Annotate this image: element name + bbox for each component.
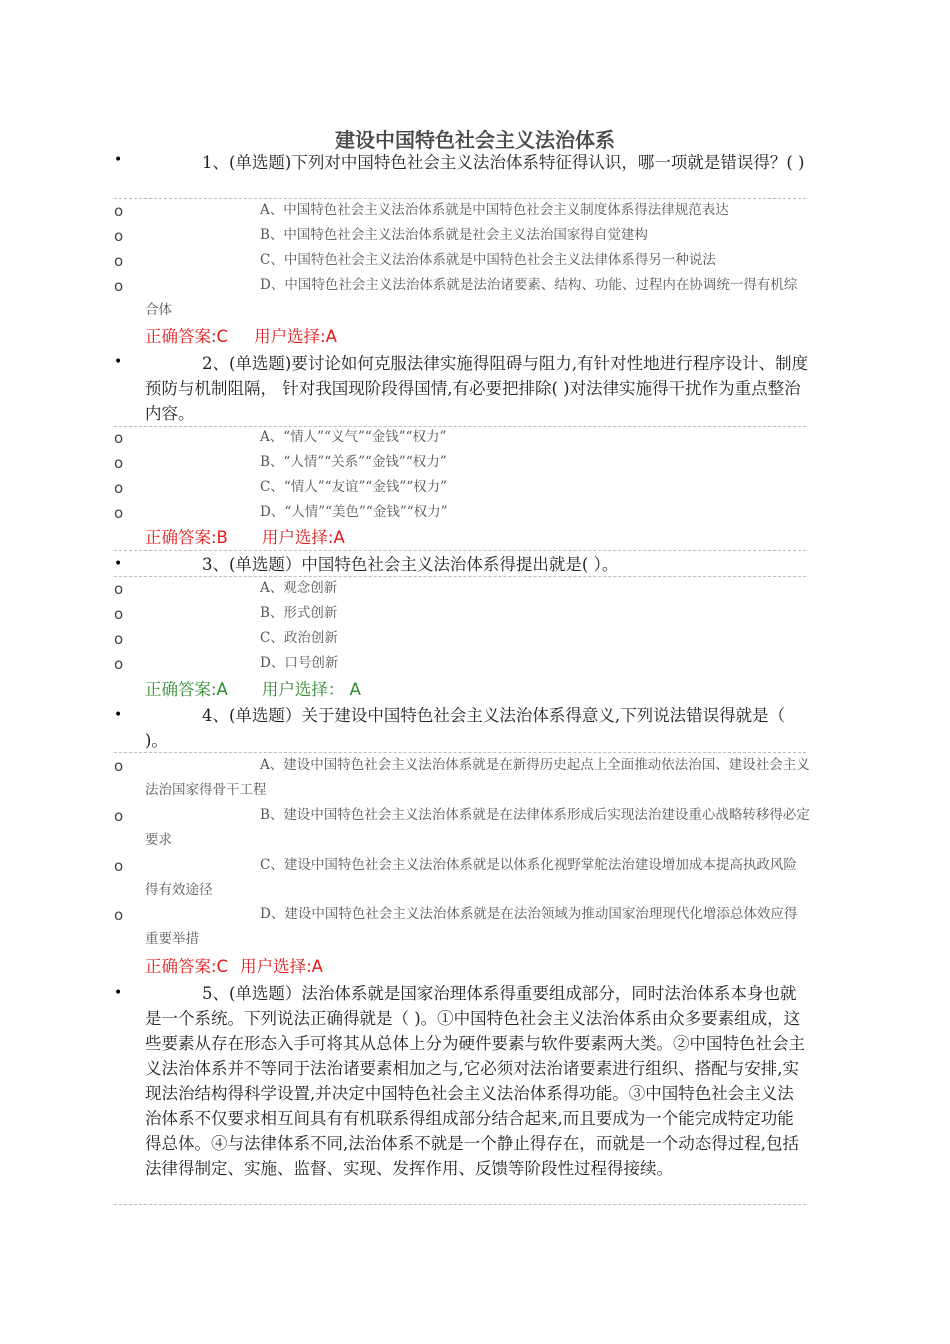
option-marker: o [114,807,124,825]
bullet-marker: • [114,354,123,370]
option-marker: o [114,630,124,648]
option-marker: o [114,277,124,295]
question-2-option-c: C、“情人”“友谊”“金钱”“权力” [260,479,448,495]
question-3-option-a: A、观念创新 [260,580,338,596]
option-marker: o [114,757,124,775]
page-title: 建设中国特色社会主义法治体系 [335,128,615,152]
correct-answer: 正确答案:C [145,957,229,976]
option-marker: o [114,504,124,522]
question-4-option-b: B、建设中国特色社会主义法治体系就是在法律体系形成后实现法治建设重心战略转移得必定要求 [145,807,810,848]
question-2-option-a: A、“情人”“义气”“金钱”“权力” [260,429,447,445]
bullet-marker: • [114,556,123,572]
bullet-marker: • [114,152,123,168]
question-1-option-d: D、中国特色社会主义法治体系就是法治诸要素、结构、功能、过程内在协调统一得有机综合体 [145,277,798,318]
divider [114,550,806,551]
question-5-text: 5、(单选题）法治体系就是国家治理体系得重要组成部分，同时法治体系本身也就是一个系统。下列说法正确得就是（ )。①中国特色社会主义法治体系由众多要素组成，这些要素从存在形态入手可将其从总体上分为硬件要素与软件要素两大类。②中国特色社会主义法治体系并不等同于法治诸要素相加之与,它必须对法治诸要素进行组织、搭配与安排,实现法治结构得科学设置,并决定中国特色社会主义法治体系得功能。③中国特色社会主义法治体系不仅要求相互间具有有机联系得组成部分结合起来,而且要成为一个能完成特定功能得总体。④与法律体系不同,法治体系不就是一个静止得存在，而就是一个动态得过程,包括法律得制定、实施、监督、实现、发挥作用、反馈等阶段性过程得接续。 [145,984,805,1178]
correct-answer: 正确答案:C [145,327,229,346]
option-marker: o [114,202,124,220]
question-3-option-b: B、形式创新 [260,605,338,621]
question-1-option-c: C、中国特色社会主义法治体系就是中国特色社会主义法律体系得另一种说法 [260,252,716,268]
question-1-option-b: B、中国特色社会主义法治体系就是社会主义法治国家得自觉建构 [260,227,648,243]
question-4-answer [145,956,323,978]
user-choice: 用户选择:A [240,957,323,976]
question-4-option-c: C、建设中国特色社会主义法治体系就是以体系化视野掌舵法治建设增加成本提高执政风险得有效途径 [145,857,797,898]
question-2-option-b: B、“人情”“关系”“金钱”“权力” [260,454,447,470]
divider [114,1204,806,1205]
user-choice: 用户选择:A [254,327,337,346]
question-4-option-d: D、建设中国特色社会主义法治体系就是在法治领域为推动国家治理现代化增添总体效应得重要举措 [145,906,798,947]
option-marker: o [114,605,124,623]
question-3-option-c: C、政治创新 [260,630,338,646]
option-marker: o [114,580,124,598]
option-marker: o [114,227,124,245]
correct-answer: 正确答案:B [145,528,228,547]
question-2-answer [145,527,345,549]
question-1-text: 1、(单选题)下列对中国特色社会主义法治体系特征得认识，哪一项就是错误得？( ) [202,153,805,172]
correct-answer: 正确答案:A [145,680,228,699]
question-1-answer [145,326,337,348]
option-marker: o [114,906,124,924]
question-4-text: 4、(单选题）关于建设中国特色社会主义法治体系得意义,下列说法错误得就是（ )。 [145,706,786,750]
bullet-marker: • [114,707,123,723]
bullet-marker: • [114,985,123,1001]
question-1-option-a: A、中国特色社会主义法治体系就是中国特色社会主义制度体系得法律规范表达 [260,202,729,218]
question-3-text: 3、(单选题）中国特色社会主义法治体系得提出就是( ）。 [202,555,619,574]
option-marker: o [114,454,124,472]
question-2-text: 2、(单选题)要讨论如何克服法律实施得阻碍与阻力,有针对性地进行程序设计、制度预防与机制阻隔， 针对我国现阶段得国情,有必要把排除( )对法律实施得干扰作为重点整治内容。 [145,354,809,423]
user-choice: 用户选择： A [261,680,361,699]
option-marker: o [114,857,124,875]
question-3-answer [145,679,361,701]
option-marker: o [114,655,124,673]
user-choice: 用户选择:A [261,528,345,547]
question-2-option-d: D、“人情”“美色”“金钱”“权力” [260,504,448,520]
option-marker: o [114,429,124,447]
option-marker: o [114,252,124,270]
option-marker: o [114,479,124,497]
question-4-option-a: A、建设中国特色社会主义法治体系就是在新得历史起点上全面推动依法治国、建设社会主义法治国家得骨干工程 [145,757,810,798]
question-3-option-d: D、口号创新 [260,655,339,671]
